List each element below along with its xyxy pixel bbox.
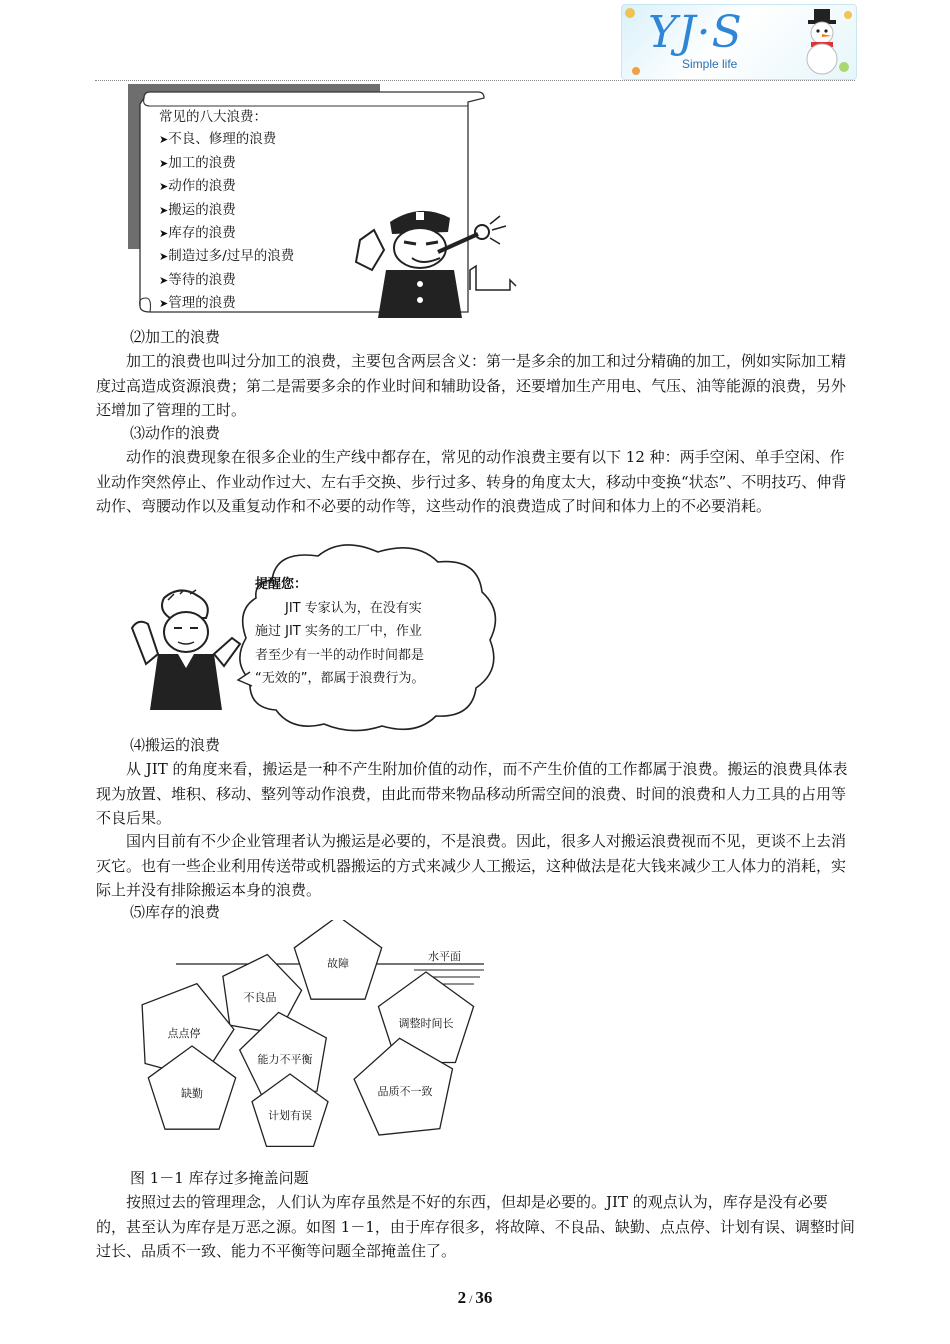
thinking-man-cartoon — [128, 588, 244, 710]
pentagon-label: 不良品 — [243, 991, 277, 1004]
arrow-bullet-icon: ➤ — [159, 297, 169, 311]
waste-items — [159, 128, 294, 315]
waste-item — [159, 245, 294, 268]
section-5-heading: ⑸库存的浪费 — [130, 903, 221, 921]
arrow-bullet-icon: ➤ — [159, 227, 169, 241]
section-4-para-2: 国内目前有不少企业管理者认为搬运是必要的，不是浪费。因此，很多人对搬运浪费视而不见，更谈不上去消灭它。也有一些企业利用传送带或机器搬运的方式来减少人工搬运，这种做法是花大钱来减少工人体力的消耗，实际上并没有排除搬运本身的浪费。 — [96, 832, 847, 899]
flower-decoration-icon — [622, 5, 856, 79]
waste-item-label: 管理的浪费 — [168, 295, 236, 312]
waste-item — [159, 269, 294, 292]
waste-item — [159, 152, 294, 175]
waste-item — [159, 199, 294, 222]
section-3-heading: ⑶动作的浪费 — [130, 424, 221, 442]
eight-wastes-list — [159, 106, 294, 316]
pentagon-label: 能力不平衡 — [257, 1053, 313, 1066]
section-2-body: 加工的浪费也叫过分加工的浪费，主要包含两层含义：第一是多余的加工和过分精确的加工，例如实际加工精度过高造成资源浪费；第二是需要多余的作业时间和辅助设备，还要增加生产用电、气压、油等能源的浪费，另外还增加了管理的工时。 — [96, 352, 847, 419]
waste-item-label: 加工的浪费 — [168, 154, 236, 171]
logo-subtitle: Simple life — [682, 57, 738, 71]
header-rule — [95, 80, 855, 81]
pentagon-label: 品质不一致 — [377, 1085, 433, 1098]
cloud-line-4: “无效的”，都属于浪费行为。 — [255, 671, 425, 686]
pentagon-label: 点点停 — [167, 1027, 201, 1040]
cloud-line-2: 施过 JIT 实务的工厂中，作业 — [255, 624, 422, 639]
page-total: 36 — [475, 1288, 493, 1307]
pentagon-label: 故障 — [327, 957, 349, 970]
pentagon-label: 计划有误 — [268, 1109, 312, 1122]
pentagon-label: 调整时间长 — [398, 1017, 454, 1030]
arrow-bullet-icon: ➤ — [159, 133, 169, 147]
page-current: 2 — [457, 1288, 467, 1307]
waste-item-label: 库存的浪费 — [168, 225, 236, 242]
arrow-bullet-icon: ➤ — [159, 273, 169, 287]
waste-item — [159, 128, 294, 151]
section-3-body: 动作的浪费现象在很多企业的生产线中都存在，常见的动作浪费主要有以下 12 种：两手空闲、单手空闲、作业动作突然停止、作业动作过大、左右手交换、步行过多、转身的角度太大，移动中变换“状态”、不明技巧、伸背动作、弯腰动作以及重复动作和不必要的动作等，这些动作的浪费造成了时间和体力上的不必要消耗。 — [96, 448, 847, 515]
cloud-line-1: JIT 专家认为，在没有实 — [285, 600, 422, 616]
waste-item-label: 制造过多/过早的浪费 — [168, 248, 295, 265]
section-4-heading: ⑷搬运的浪费 — [130, 736, 221, 754]
page-number: 2 / 36 — [457, 1288, 493, 1307]
waste-item — [159, 222, 294, 245]
section-5-body: 按照过去的管理理念，人们认为库存虽然是不好的东西，但却是必要的。JIT 的观点认为，库存是没有必要的，甚至认为库存是万恶之源。如图 1－1，由于库存很多，将故障、不良品、缺勤、点点停、计划有误、调整时间过长、品质不一致、能力不平衡等问题全部掩盖住了。 — [96, 1193, 855, 1260]
waste-item — [159, 292, 294, 315]
cloud-title: 提醒您： — [255, 577, 308, 592]
waste-item-label: 动作的浪费 — [168, 178, 236, 195]
section-2-heading: ⑵加工的浪费 — [130, 328, 221, 346]
logo-main-text: YJ·S — [648, 7, 743, 58]
arrow-bullet-icon: ➤ — [159, 250, 169, 264]
inventory-water-diagram — [120, 920, 500, 1150]
pentagon-label: 缺勤 — [181, 1087, 203, 1100]
cloud-line-3: 者至少有一半的动作时间都是 — [255, 647, 425, 663]
arrow-bullet-icon: ➤ — [159, 156, 169, 170]
section-4-para-1: 从 JIT 的角度来看，搬运是一种不产生附加价值的动作，而不产生价值的工作都属于浪费。搬运的浪费具体表现为放置、堆积、移动、整列等动作浪费，由此而带来物品移动所需空间的浪费、时间的浪费和人力工具的占用等不良后果。 — [96, 760, 848, 827]
figure-caption: 图 1－1 库存过多掩盖问题 — [130, 1169, 309, 1187]
arrow-bullet-icon: ➤ — [159, 180, 169, 194]
policeman-whistle-cartoon — [350, 200, 520, 318]
water-level-label: 水平面 — [428, 950, 461, 963]
cloud-text-block — [255, 573, 479, 691]
eight-wastes-title: 常见的八大浪费： — [159, 109, 267, 125]
waste-item-label: 不良、修理的浪费 — [168, 131, 277, 148]
waste-item-label: 搬运的浪费 — [168, 201, 236, 218]
waste-item-label: 等待的浪费 — [168, 271, 236, 288]
header-logo — [621, 4, 857, 80]
arrow-bullet-icon: ➤ — [159, 203, 169, 217]
waste-item — [159, 175, 294, 198]
